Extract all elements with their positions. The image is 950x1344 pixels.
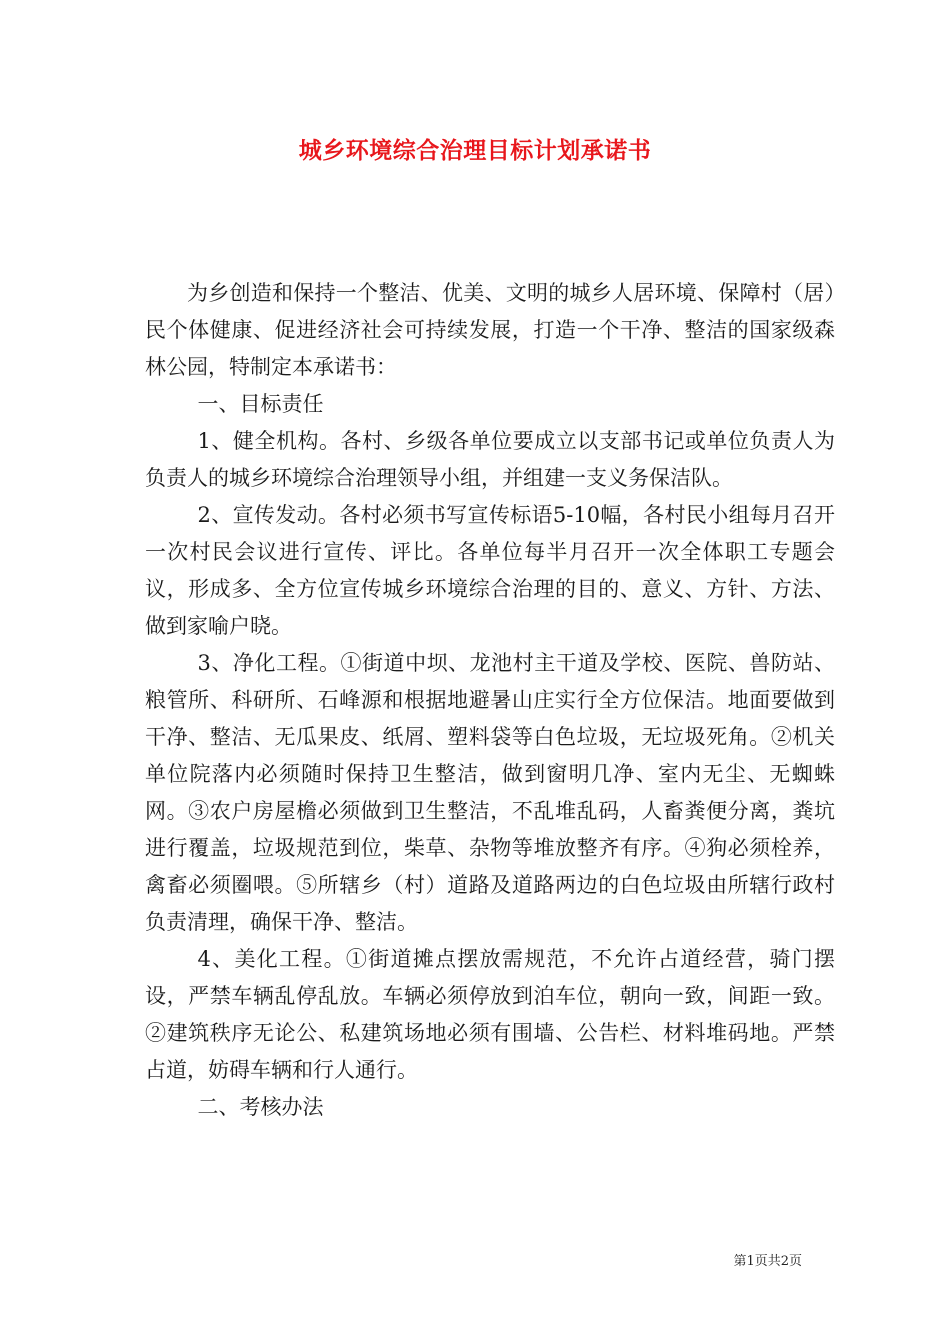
page-footer — [733, 1250, 802, 1269]
page-number: 第1页共2页 — [733, 1254, 802, 1269]
paragraph-item-4: 4、美化工程。①街道摊点摆放需规范，不允许占道经营，骑门摆设，严禁车辆乱停乱放。车辆必须停放到泊车位，朝向一致，间距一致。②建筑秩序无论公、私建筑场地必须有围墙、公告栏、材料堆码地。严禁占道，妨碍车辆和行人通行。 — [145, 947, 835, 1082]
intro-paragraph: 为乡创造和保持一个整洁、优美、文明的城乡人居环境、保障村（居）民个体健康、促进经济社会可持续发展，打造一个干净、整洁的国家级森林公园，特制定本承诺书： — [145, 281, 835, 379]
paragraph-item-2: 2、宣传发动。各村必须书写宣传标语5-10幅，各村民小组每月召开一次村民会议进行宣传、评比。各单位每半月召开一次全体职工专题会议，形成多、全方位宣传城乡环境综合治理的目的、意义、方针、方法、做到家喻户晓。 — [145, 503, 835, 638]
section-heading-assessment: 二、考核办法 — [197, 1095, 324, 1119]
document-title: 城乡环境综合治理目标计划承诺书 — [298, 137, 652, 164]
paragraph-item-1: 1、健全机构。各村、乡级各单位要成立以支部书记或单位负责人为负责人的城乡环境综合治理领导小组，并组建一支义务保洁队。 — [145, 429, 835, 490]
section-heading-goals: 一、目标责任 — [197, 392, 324, 416]
paragraph-item-3: 3、净化工程。①街道中坝、龙池村主干道及学校、医院、兽防站、粮管所、科研所、石峰源和根据地避暑山庄实行全方位保洁。地面要做到干净、整洁、无瓜果皮、纸屑、塑料袋等白色垃圾，无垃圾死角。②机关单位院落内必须随时保持卫生整洁，做到窗明几净、室内无尘、无蜘蛛网。③农户房屋檐必须做到卫生整洁，不乱堆乱码，人畜粪便分离，粪坑进行覆盖，垃圾规范到位，柴草、杂物等堆放整齐有序。④狗必须栓养，禽畜必须圈喂。⑤所辖乡（村）道路及道路两边的白色垃圾由所辖行政村负责清理，确保干净、整洁。 — [145, 651, 835, 934]
document-body — [145, 275, 835, 1126]
